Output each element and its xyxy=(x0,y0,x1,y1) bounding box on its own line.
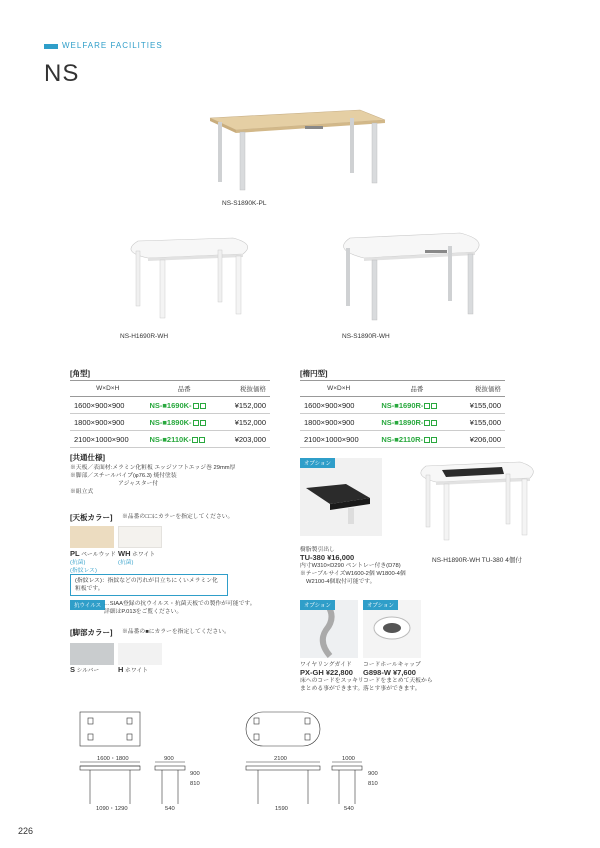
dim-2-bottom: 540 xyxy=(165,806,175,812)
option-tag-1: オプション xyxy=(300,458,335,468)
page-title: NS xyxy=(44,60,80,87)
col-size: W×D×H xyxy=(70,381,145,397)
table-row: 2100×1000×900 NS-■2110R- ¥206,000 xyxy=(300,431,505,448)
dim-2-top: 900 xyxy=(164,756,174,762)
leg-color-title: [脚部カラー] xyxy=(70,628,113,637)
swatch-pl-label: PL ペールウッド (抗菌) (指紋レス) xyxy=(70,549,116,574)
dim-2-h1: 810 xyxy=(190,781,200,787)
caption-right: NS-S1890R-WH xyxy=(342,333,390,340)
swatch-wh-label: WH ホワイト (抗菌) xyxy=(118,549,156,566)
table-row: 1800×900×900 NS-■1890R- ¥155,000 xyxy=(300,414,505,431)
dim-4-bottom: 540 xyxy=(344,806,354,812)
dim-1-bottom: 1090・1290 xyxy=(96,806,128,812)
square-table-title: [角型] xyxy=(70,369,90,378)
product-image-oval-right xyxy=(330,230,490,325)
common-spec-text: ※天板／表面材:メラミン化粧板 エッジソフトエッジ巻 29mm厚 ※脚部／スチールパイプ(φ76.3) 焼付塗装 アジャスター付 ※組立式 xyxy=(70,465,236,495)
square-price-table xyxy=(70,380,270,448)
col-price: 税抜価格 xyxy=(456,381,505,397)
caption-option-product: NS-H1890R-WH TU-380 4個付 xyxy=(432,557,522,564)
option-pxgh-text: ワイヤリングガイド PX-GH ¥22,800 床へのコードをスッキリ まとめる事ができます。 xyxy=(300,662,364,692)
caption-left: NS-H1690R-WH xyxy=(120,333,169,340)
dim-2-h2: 900 xyxy=(190,771,200,777)
page-number: 226 xyxy=(18,826,34,836)
fingerprint-note: (指紋レス)：指紋などの汚れが目立ちにくいメラミン化粧板です。 xyxy=(70,574,228,596)
swatch-white xyxy=(118,643,162,665)
option-product-image xyxy=(412,460,542,550)
table-row: 2100×1000×900 NS-■2110K- ¥203,000 xyxy=(70,431,270,448)
top-color-title: [天板カラー] xyxy=(70,513,113,522)
product-image-rect-table xyxy=(200,108,390,193)
header-accent-bar xyxy=(44,44,58,49)
col-code: 品番 xyxy=(145,381,222,397)
table-row: 1600×900×900 NS-■1690R- ¥155,000 xyxy=(300,397,505,414)
dim-3-bottom: 1590 xyxy=(275,806,288,812)
oval-table-title: [楕円型] xyxy=(300,369,328,378)
swatch-silver xyxy=(70,643,114,665)
leg-color-note: ※品番の■にカラーを指定してください。 xyxy=(122,629,230,635)
swatch-pl xyxy=(70,526,114,548)
dim-3-top: 2100 xyxy=(274,756,287,762)
option-tag-2: オプション xyxy=(300,600,335,610)
table-row: 1600×900×900 NS-■1690K- ¥152,000 xyxy=(70,397,270,414)
swatch-wh xyxy=(118,526,162,548)
col-code: 品番 xyxy=(377,381,456,397)
dim-4-h2: 900 xyxy=(368,771,378,777)
col-size: W×D×H xyxy=(300,381,377,397)
virus-text: …SIAA登録の抗ウイルス・抗菌天板での製作が可能です。 詳細はP.013をご覧ください。 xyxy=(104,601,256,615)
product-image-oval-left xyxy=(118,236,258,326)
col-price: 税抜価格 xyxy=(223,381,270,397)
oval-price-table xyxy=(300,380,505,448)
option-tu380-text: 樹脂製引出し TU-380 ¥16,000 内寸W310×D290 ペントレー付き(D78) ※テーブルサイズW1600-2個 W1800-4個 W2100-4個取付可能です。 xyxy=(300,547,406,585)
option-tu380-photo xyxy=(300,458,382,536)
swatch-white-label: H ホワイト xyxy=(118,665,149,674)
category-label: WELFARE FACILITIES xyxy=(62,41,163,50)
option-g898-text: コードホールキャップ G898-W ¥7,600 コードをまとめて天板から 落とす事ができます。 xyxy=(363,662,433,692)
virus-badge: 抗ウイルス xyxy=(70,600,105,610)
option-tag-3: オプション xyxy=(363,600,398,610)
table-row: 1800×900×900 NS-■1890K- ¥152,000 xyxy=(70,414,270,431)
common-spec-title: [共通仕様] xyxy=(70,453,105,462)
swatch-silver-label: S シルバー xyxy=(70,665,100,674)
top-color-note: ※品番の□□にカラーを指定してください。 xyxy=(122,514,234,520)
caption-top: NS-S1890K-PL xyxy=(222,200,267,207)
dim-4-top: 1000 xyxy=(342,756,355,762)
dim-4-h1: 810 xyxy=(368,781,378,787)
dim-1-top: 1600・1800 xyxy=(97,756,129,762)
